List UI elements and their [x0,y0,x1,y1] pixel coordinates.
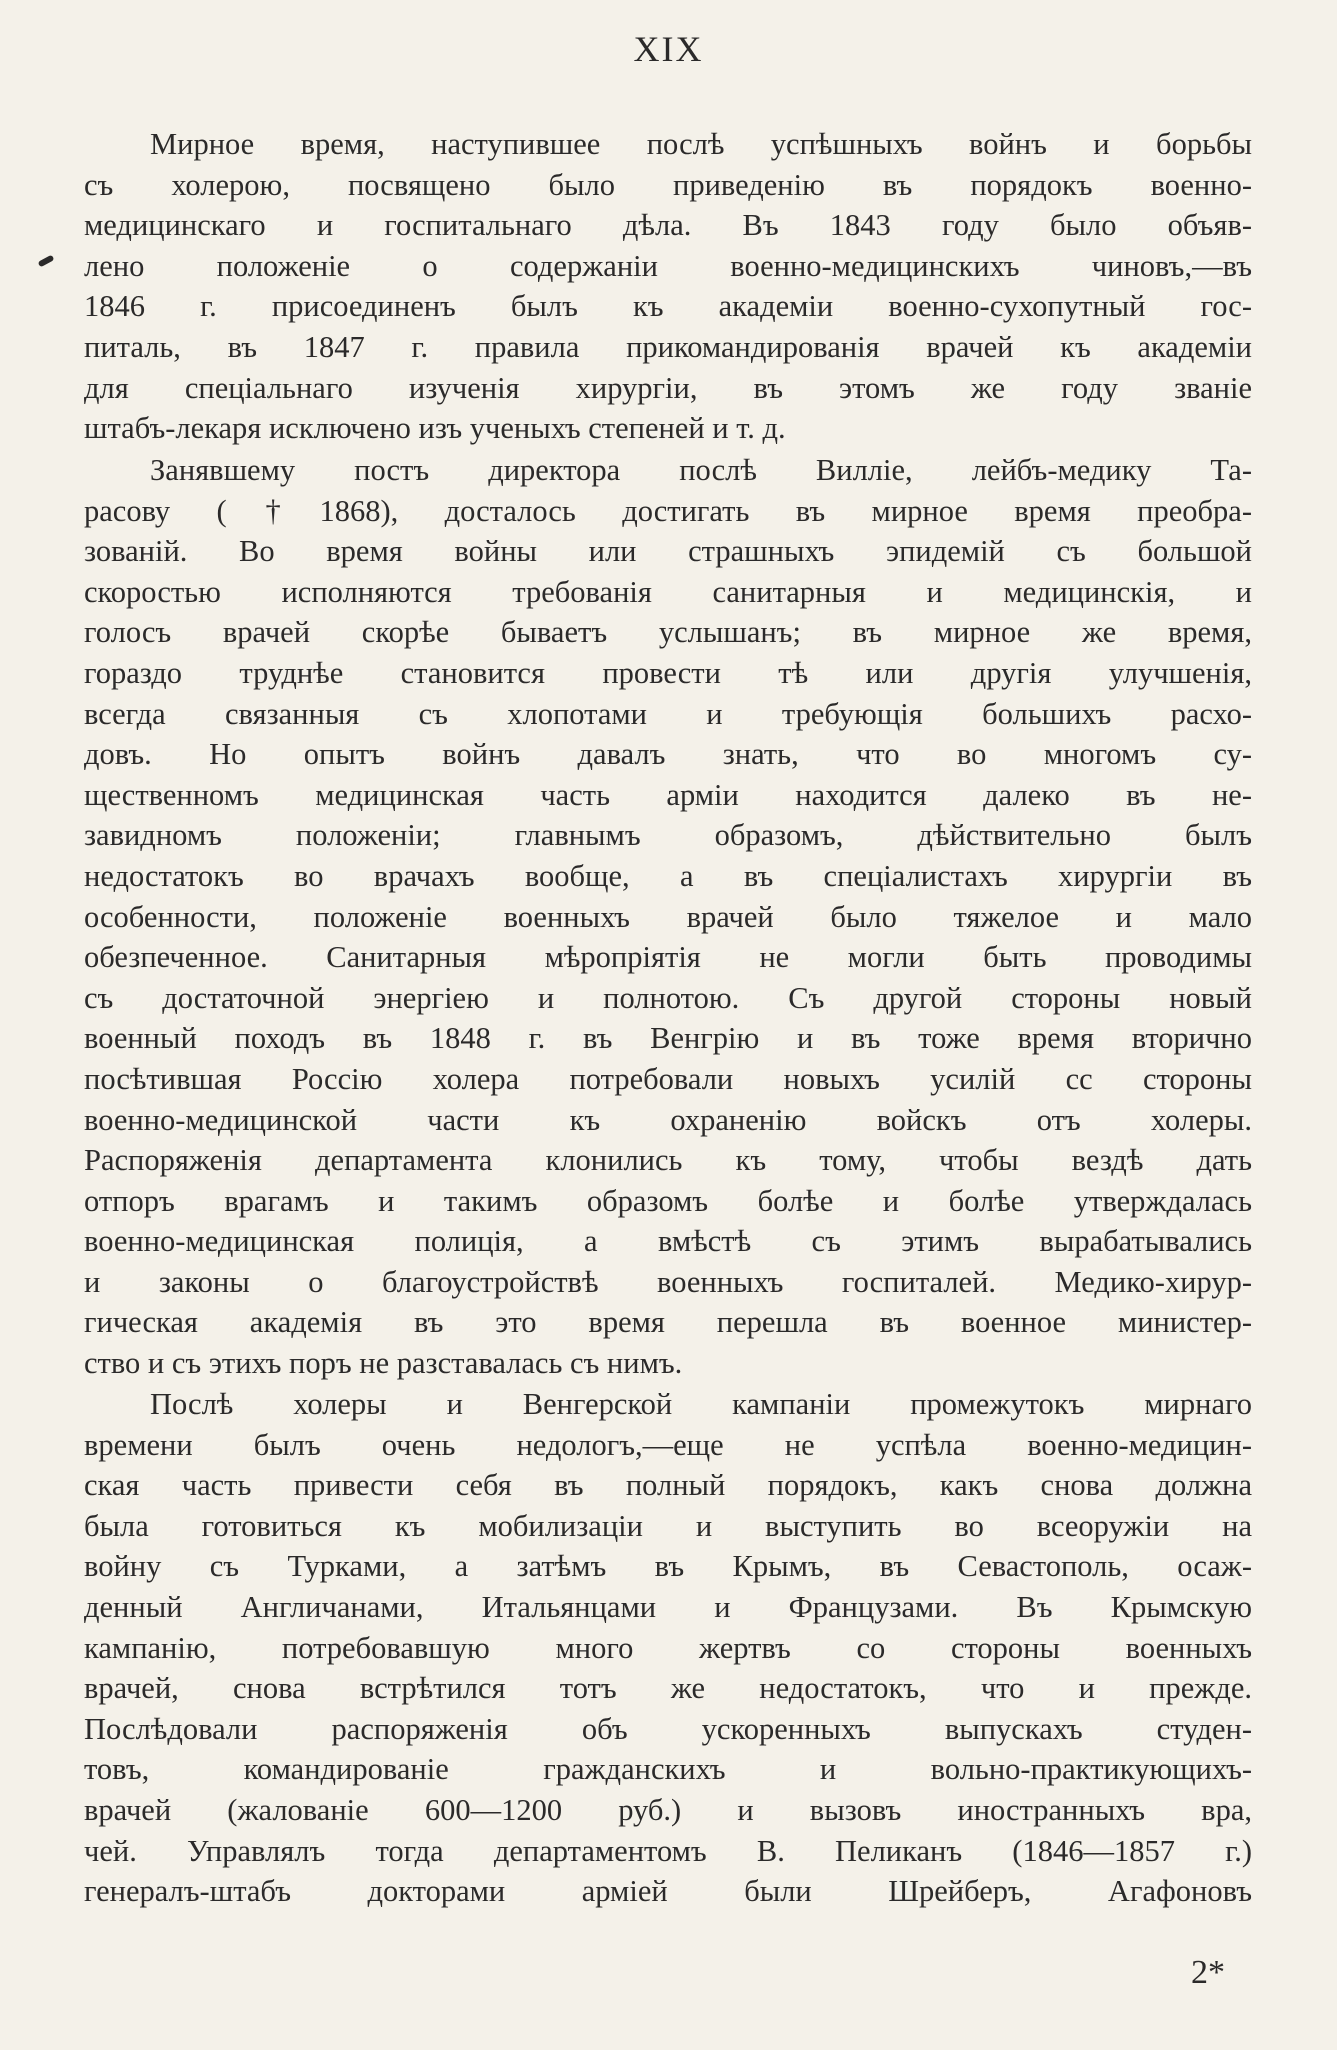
text-line: щественномъ медицинская часть арміи находится далеко въ не- [84,777,1252,812]
printer-signature-mark: 2* [1191,1954,1225,1991]
text-line: скоростью исполняются требованія санитарныя и медицинскія, и [84,574,1252,609]
text-line: съ достаточной энергіею и полнотою. Съ другой стороны новый [84,980,1252,1015]
text-line: и законы о благоустройствѣ военныхъ госпиталей. Медико-хирур- [84,1264,1252,1299]
paragraph-1 [84,124,1252,449]
text-line: медицинскаго и госпитальнаго дѣла. Въ 1843 году было объяв- [84,208,1252,243]
text-line: для спеціальнаго изученія хирургіи, въ этомъ же году званіе [84,370,1252,405]
text-line: 1846 г. присоединенъ былъ къ академіи военно-сухопутный гос- [84,289,1252,324]
text-line: гораздо труднѣе становится провести тѣ или другія улучшенія, [84,655,1252,690]
text-line: питаль, въ 1847 г. правила прикомандированія врачей къ академіи [84,329,1252,364]
text-line: Распоряженія департамента клонились къ тому, чтобы вездѣ дать [84,1143,1252,1178]
page-number: XIX [633,29,704,69]
text-line: Послѣ холеры и Венгерской кампаніи промежутокъ мирнаго [150,1387,1252,1421]
text-line: недостатокъ во врачахъ вообще, а въ спеціалистахъ хирургіи въ [84,858,1252,893]
text-line: голосъ врачей скорѣе бываетъ услышанъ; въ мирное же время, [84,615,1252,650]
text-line: была готовиться къ мобилизаціи и выступить во всеоружіи на [84,1508,1252,1543]
text-line: особенности, положеніе военныхъ врачей было тяжелое и мало [84,899,1252,934]
text-line: расову (†1868), досталось достигать въ мирное время преобра- [84,493,1252,528]
text-line: отпоръ врагамъ и такимъ образомъ болѣе и болѣе утверждалась [84,1183,1252,1218]
text-line: обезпеченное. Санитарныя мѣропріятія не могли быть проводимы [84,940,1252,975]
text-line: всегда связанныя съ хлопотами и требующія большихъ расхо- [84,696,1252,731]
text-line: зованій. Во время войны или страшныхъ эпидемій съ большой [84,534,1252,569]
text-line: генералъ-штабъ докторами арміей были Шрейберъ, Агафоновъ [84,1874,1252,1909]
text-line: Послѣдовали распоряженія объ ускоренныхъ выпускахъ студен- [84,1711,1252,1746]
margin-ink-mark [38,255,55,268]
text-line: Мирное время, наступившее послѣ успѣшныхъ войнъ и борьбы [150,127,1252,161]
text-line: гическая академія въ это время перешла въ военное министер- [84,1305,1252,1340]
text-line: съ холерою, посвящено было приведенію въ порядокъ военно- [84,167,1252,202]
text-line: Занявшему постъ директора послѣ Виллie, лейбъ-медику Та- [150,453,1252,487]
paragraph-3 [84,1384,1252,1912]
text-line: ство и съ этихъ поръ не разставалась съ нимъ. [84,1346,683,1381]
text-line: врачей, снова встрѣтился тотъ же недостатокъ, что и прежде. [84,1671,1252,1706]
text-line: ская часть привести себя въ полный порядокъ, какъ снова должна [84,1468,1252,1503]
text-line: военный походъ въ 1848 г. въ Венгрію и въ тоже время вторично [84,1021,1252,1056]
paragraph-2 [84,450,1252,1384]
text-line: денный Англичанами, Итальянцами и Французами. Въ Крымскую [84,1589,1252,1624]
text-line: лено положеніе о содержаніи военно-медицинскихъ чиновъ,—въ [84,248,1252,283]
text-line: чей. Управлялъ тогда департаментомъ В. Пеликанъ (1846—1857 г.) [84,1833,1252,1868]
text-line: военно-медицинской части къ охраненію войскъ отъ холеры. [84,1102,1252,1137]
text-line: военно-медицинская полиція, а вмѣстѣ съ этимъ вырабатывались [84,1224,1252,1259]
text-line: кампанію, потребовавшую много жертвъ со стороны военныхъ [84,1630,1252,1665]
text-line: штабъ-лекаря исключено изъ ученыхъ степеней и т. д. [84,411,786,446]
text-line: посѣтившая Россію холера потребовали новыхъ усилій сс стороны [84,1061,1252,1096]
text-line: довъ. Но опытъ войнъ давалъ знать, что во многомъ су- [84,737,1252,772]
text-line: времени былъ очень недологъ,—еще не успѣла военно-медицин- [84,1427,1252,1462]
text-line: войну съ Турками, а затѣмъ въ Крымъ, въ Севастополь, осаж- [84,1549,1252,1584]
text-line: завидномъ положеніи; главнымъ образомъ, дѣйствительно былъ [84,818,1252,853]
text-line: врачей (жалованіе 600—1200 руб.) и вызовъ иностранныхъ вра, [84,1792,1252,1827]
text-line: товъ, командированіе гражданскихъ и вольно-практикующихъ- [84,1752,1252,1787]
